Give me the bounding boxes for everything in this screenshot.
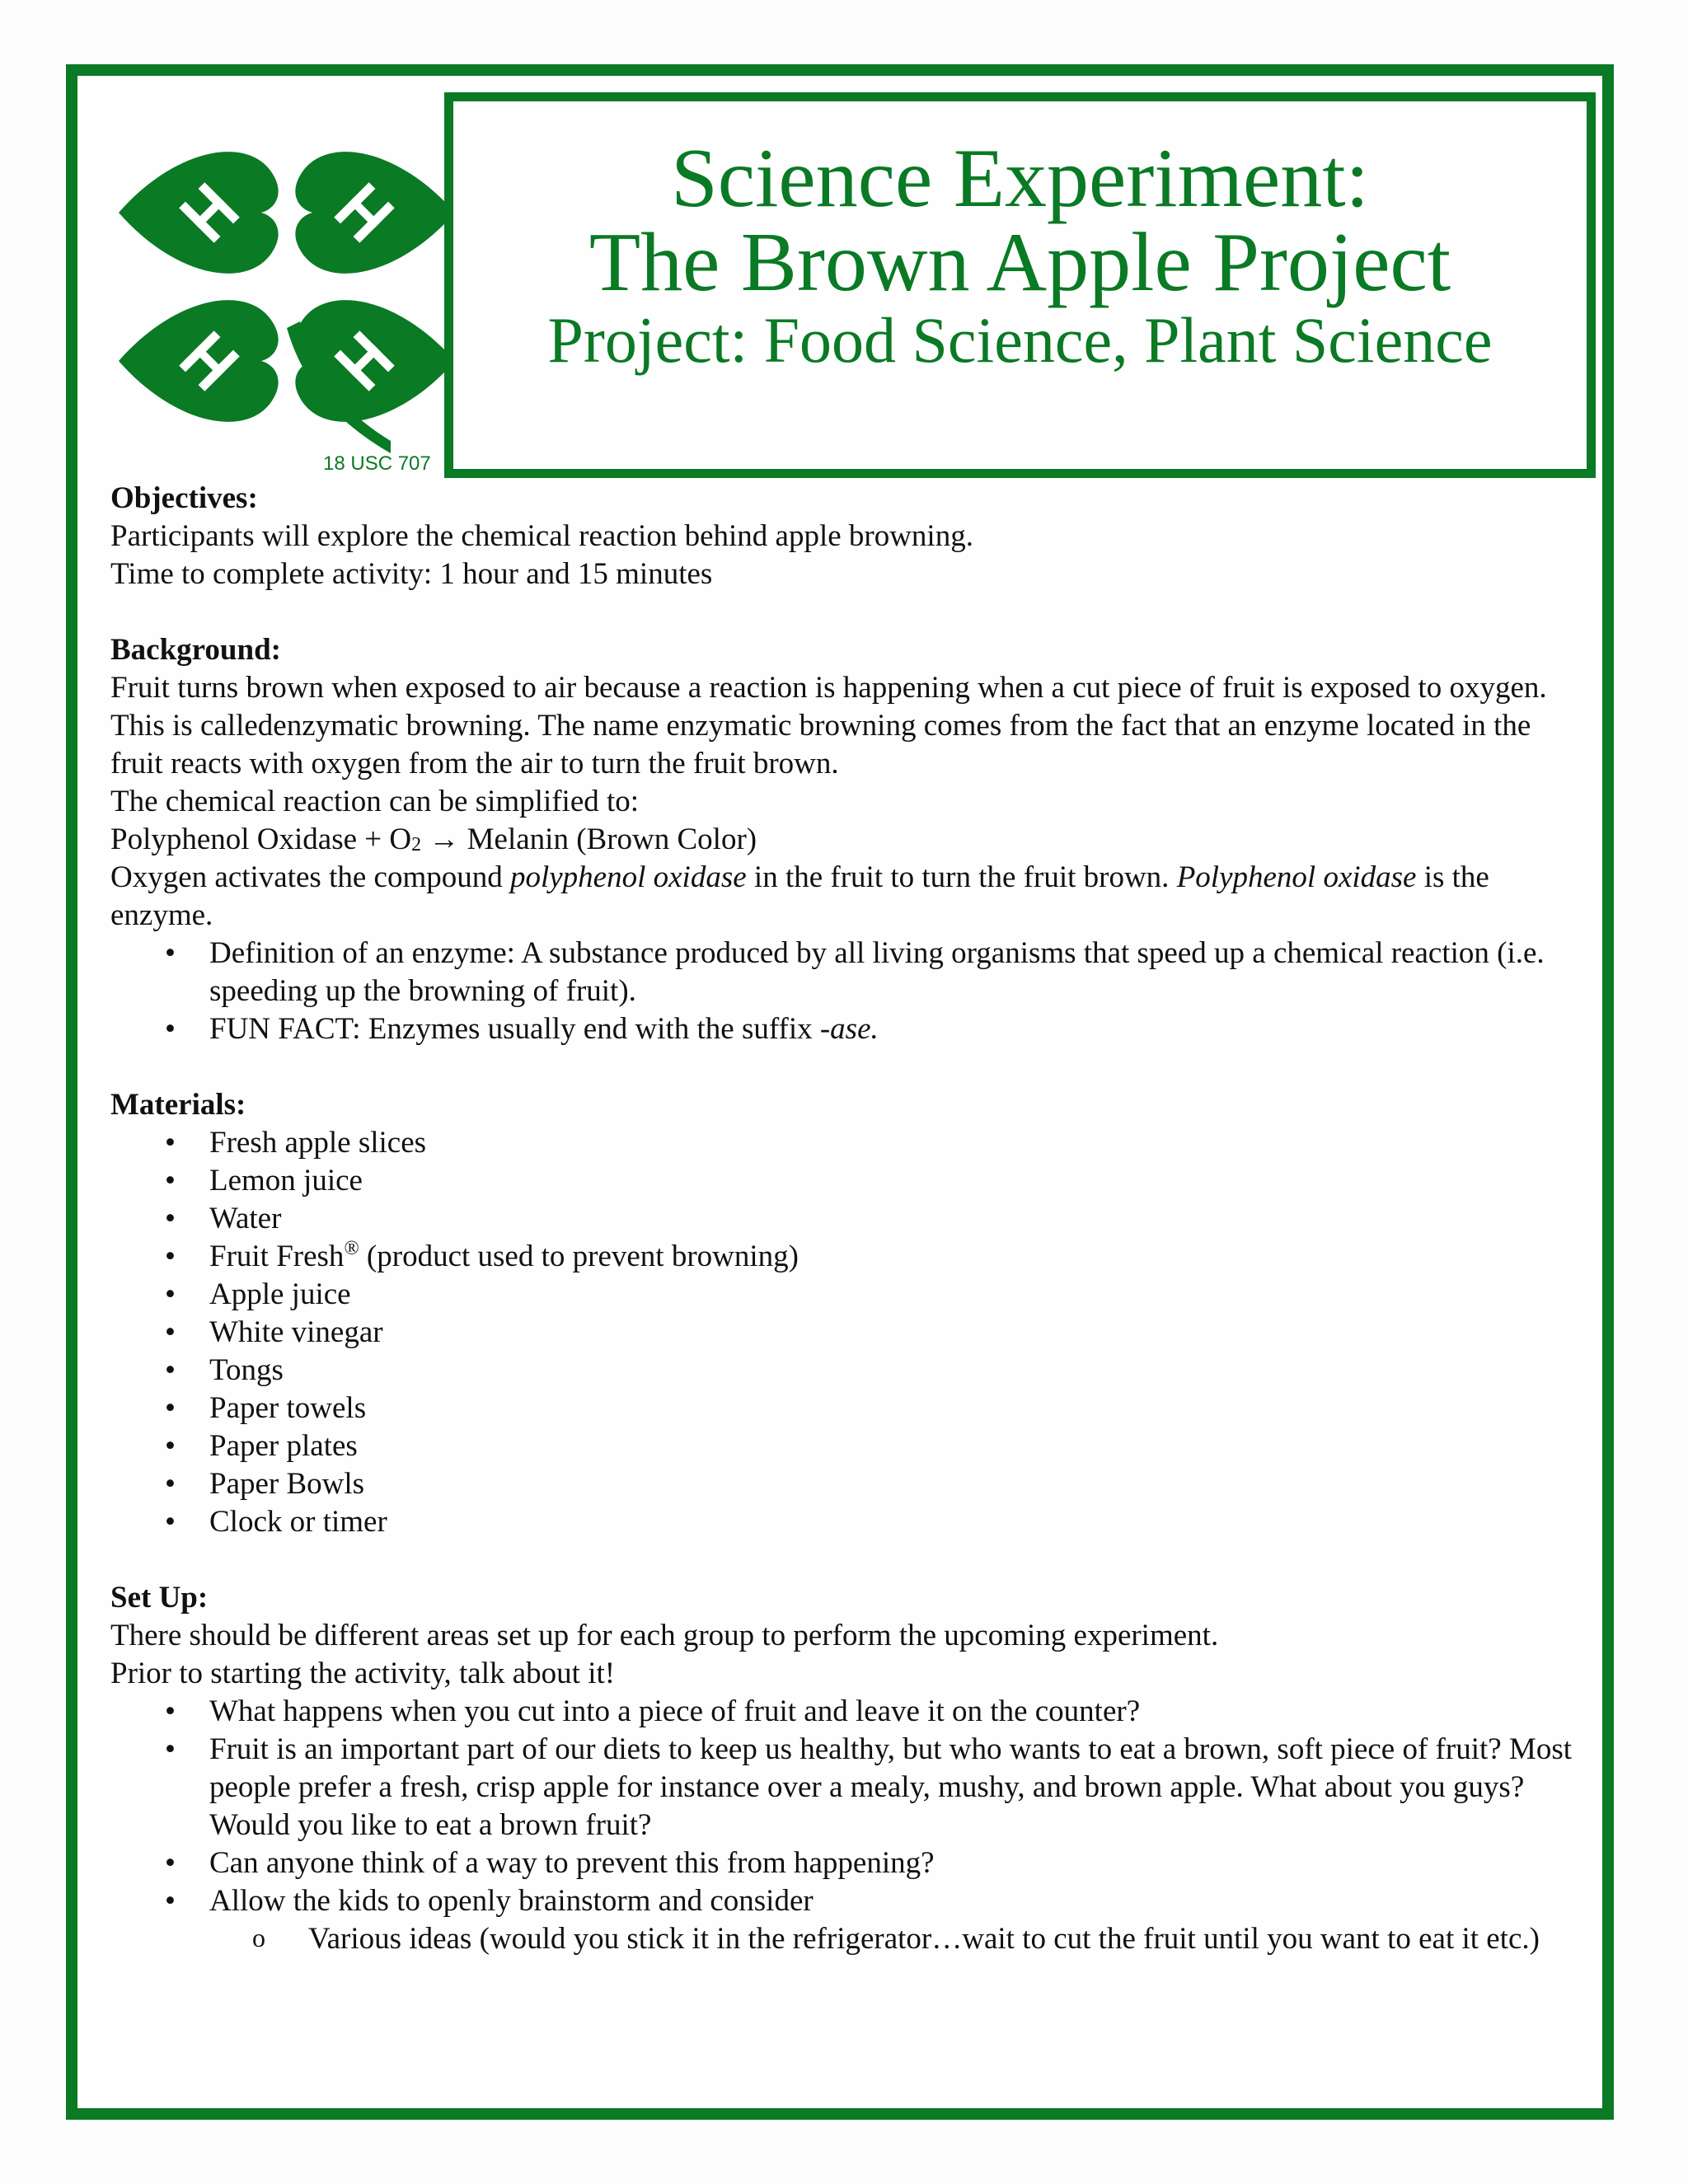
list-item: • Paper towels: [165, 1391, 367, 1425]
list-item: • Fresh apple slices: [165, 1126, 427, 1160]
title-line-1: Science Experiment:: [671, 132, 1369, 225]
setup-heading: Set Up:: [110, 1581, 209, 1615]
list-item: • Clock or timer: [165, 1505, 387, 1539]
list-item: • White vinegar: [165, 1315, 383, 1349]
background-bullets: [110, 935, 1586, 1048]
title-box: [444, 92, 1596, 478]
list-item: • Allow the kids to openly brainstorm and consider: [165, 1884, 814, 1918]
list-item: • Lemon juice: [165, 1164, 363, 1197]
page-border: [66, 64, 1614, 2120]
background-reaction-intro: The chemical reaction can be simplified to:: [110, 785, 640, 818]
title-line-2: The Brown Apple Project: [588, 216, 1451, 309]
list-item: • Fruit is an important part of our diets to keep us healthy, but who wants to eat a brown, soft piece of fruit? Most people prefer a fresh, crisp apple for instance over a mealy, mushy, and brown apple. What about you guys? Would you like to eat a brown fruit?: [165, 1732, 1573, 1842]
project-subtitle: Project: Food Science, Plant Science: [547, 304, 1493, 376]
background-paragraph: Fruit turns brown when exposed to air because a reaction is happening when a cut piece of fruit is exposed to oxygen. This is calledenzymatic browning. The name enzymatic browning comes from the fact that an enzyme located in the fruit reacts with oxygen from the air to turn the fruit brown.: [110, 671, 1547, 780]
setup-line-1: There should be different areas set up for each group to perform the upcoming experiment.: [110, 1619, 1219, 1652]
setup-sub-bullets: [110, 1920, 1586, 1958]
document-body: [110, 480, 1586, 1958]
materials-list: [110, 1124, 1586, 1541]
objectives-line-2: Time to complete activity: 1 hour and 15 minutes: [110, 557, 713, 591]
list-item: • Definition of an enzyme: A substance produced by all living organisms that speed up a chemical reaction (i.e. speeding up the browning of fruit).: [165, 936, 1545, 1008]
list-item: • Apple juice: [165, 1277, 351, 1311]
sub-list-item: o Various ideas (would you stick it in the refrigerator…wait to cut the fruit until you want to eat it etc.): [252, 1922, 1540, 1956]
four-h-clover-logo: [110, 115, 473, 478]
list-item: • What happens when you cut into a piece of fruit and leave it on the counter?: [165, 1694, 1141, 1728]
list-item: • Tongs: [165, 1353, 284, 1387]
list-item: • FUN FACT: Enzymes usually end with the suffix -ase.: [165, 1012, 879, 1046]
background-heading: Background:: [110, 633, 281, 667]
chemical-equation: Polyphenol Oxidase + $O_2$ → Melanin (Brown Color): [110, 823, 757, 856]
objectives-line-1: Participants will explore the chemical reaction behind apple browning.: [110, 519, 973, 553]
materials-heading: Materials:: [110, 1088, 246, 1122]
logo-trademark-text: 18 USC 707: [323, 452, 431, 475]
list-item: • Paper Bowls: [165, 1467, 365, 1501]
setup-line-2: Prior to starting the activity, talk about it!: [110, 1657, 616, 1690]
list-item: • Water: [165, 1202, 282, 1235]
objectives-heading: Objectives:: [110, 481, 258, 515]
enzyme-paragraph: Oxygen activates the compound polyphenol oxidase in the fruit to turn the fruit brown. Polyphenol oxidase is the enzyme.: [110, 860, 1489, 932]
list-item: • Paper plates: [165, 1429, 358, 1463]
list-item: • Can anyone think of a way to prevent this from happening?: [165, 1846, 935, 1880]
setup-bullets: [110, 1693, 1586, 1920]
list-item: • Fruit Fresh® (product used to prevent browning): [165, 1238, 799, 1273]
